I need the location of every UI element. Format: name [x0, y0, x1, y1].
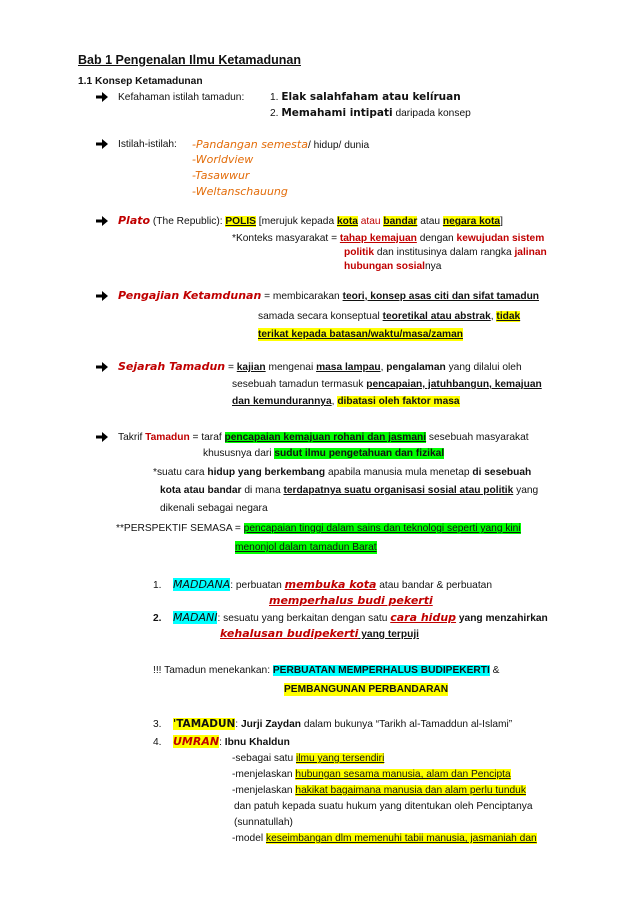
- plato-konteks-1: *Konteks masyarakat = tahap kemajuan dengan kewujudan sistem: [232, 233, 545, 244]
- maddana-line-2: memperhalus budi pekerti: [269, 594, 433, 607]
- takrif-star-3: dikenali sebagai negara: [160, 503, 268, 514]
- kefahaman-item-2: 2. Memahami intipati daripada konsep: [270, 107, 471, 119]
- tamadun-menekankan-line-1: !!! Tamadun menekankan: PERBUATAN MEMPERHALUS BUDIPEKERTI &: [153, 665, 500, 676]
- istilah-term-3: -Tasawwur: [192, 169, 250, 182]
- madani-line-2: kehalusan budipekerti yang terpuji: [220, 627, 419, 640]
- arrow-right-icon: [96, 215, 110, 228]
- tamadun-jurji-line: 3. 'TAMADUN: Jurji Zaydan dalam bukunya “Tarikh al-Tamaddun al-Islami”: [153, 718, 513, 730]
- umran-point-2: -menjelaskan hubungan sesama manusia, alam dan Pencipta: [232, 769, 511, 780]
- istilah-term-1: -Pandangan semesta/ hidup/ dunia: [192, 138, 370, 151]
- istilah-term-4: -Weltanschauung: [192, 185, 288, 198]
- takrif-star-2: kota atau bandar di mana terdapatnya suatu organisasi sosial atau politik yang: [160, 485, 539, 496]
- page-title: Bab 1 Pengenalan Ilmu Ketamadunan: [78, 53, 301, 67]
- perspektif-line-1: **PERSPEKTIF SEMASA = pencapaian tinggi dalam sains dan teknologi seperti yang kini: [116, 523, 521, 534]
- sejarah-line-2: sesebuah tamadun termasuk pencapaian, jatuhbangun, kemajuan: [232, 379, 542, 390]
- takrif-star-1: *suatu cara hidup yang berkembang apabila manusia mula menetap di sesebuah: [153, 467, 532, 478]
- umran-line: 4. UMRAN: Ibnu Khaldun: [153, 735, 290, 748]
- arrow-right-icon: [96, 138, 110, 151]
- arrow-right-icon: [96, 431, 110, 444]
- umran-point-3: -menjelaskan hakikat bagaimana manusia dan alam perlu tunduk: [232, 785, 526, 796]
- tamadun-menekankan-line-2: PEMBANGUNAN PERBANDARAN: [284, 684, 449, 695]
- arrow-right-icon: [96, 290, 110, 303]
- umran-point-4: -model keseimbangan dlm memenuhi tabii manusia, jasmaniah dan: [232, 833, 537, 844]
- istilah-term-2: -Worldview: [192, 153, 254, 166]
- madani-line: 2. MADANI: sesuatu yang berkaitan dengan satu cara hidup yang menzahirkan: [153, 611, 548, 624]
- plato-konteks-3: hubungan sosialnya: [344, 261, 442, 272]
- maddana-line: 1. MADDANA: perbuatan membuka kota atau bandar & perbuatan: [153, 578, 492, 591]
- plato-konteks-2: politik dan institusinya dalam rangka jalinan: [344, 247, 547, 258]
- takrif-line-2: khususnya dari sudut ilmu pengetahuan dan fizikal: [203, 448, 445, 459]
- sejarah-line-1: Sejarah Tamadun = kajian mengenai masa lampau, pengalaman yang dilalui oleh: [96, 360, 522, 374]
- takrif-line-1: Takrif Tamadun = taraf pencapaian kemajuan rohani dan jasmani sesebuah masyarakat: [96, 431, 529, 444]
- section-heading: 1.1 Konsep Ketamadunan: [78, 76, 203, 87]
- arrow-right-icon: [96, 91, 110, 104]
- umran-point-1: -sebagai satu ilmu yang tersendiri: [232, 753, 385, 764]
- perspektif-line-2: menonjol dalam tamadun Barat: [235, 542, 377, 553]
- istilah-bullet: Istilah-istilah:: [96, 138, 177, 151]
- arrow-right-icon: [96, 361, 110, 374]
- umran-point-3c: (sunnatullah): [234, 817, 293, 828]
- umran-point-3b: dan patuh kepada suatu hukum yang ditentukan oleh Penciptanya: [234, 801, 533, 812]
- kefahaman-item-1: 1. Elak salahfaham atau kelíruan: [270, 91, 461, 103]
- sejarah-line-3: dan kemundurannya, dibatasi oleh faktor masa: [232, 396, 460, 407]
- kefahaman-bullet: Kefahaman istilah tamadun:: [96, 91, 244, 104]
- pengajian-line-1: Pengajian Ketamdunan = membicarakan teori, konsep asas citi dan sifat tamadun: [96, 289, 539, 303]
- plato-line: Plato (The Republic): POLIS [merujuk kepada kota atau bandar atau negara kota]: [96, 214, 503, 228]
- pengajian-line-3: terikat kepada batasan/waktu/masa/zaman: [258, 329, 463, 340]
- pengajian-line-2: samada secara konseptual teoretikal atau abstrak, tidak: [258, 311, 521, 322]
